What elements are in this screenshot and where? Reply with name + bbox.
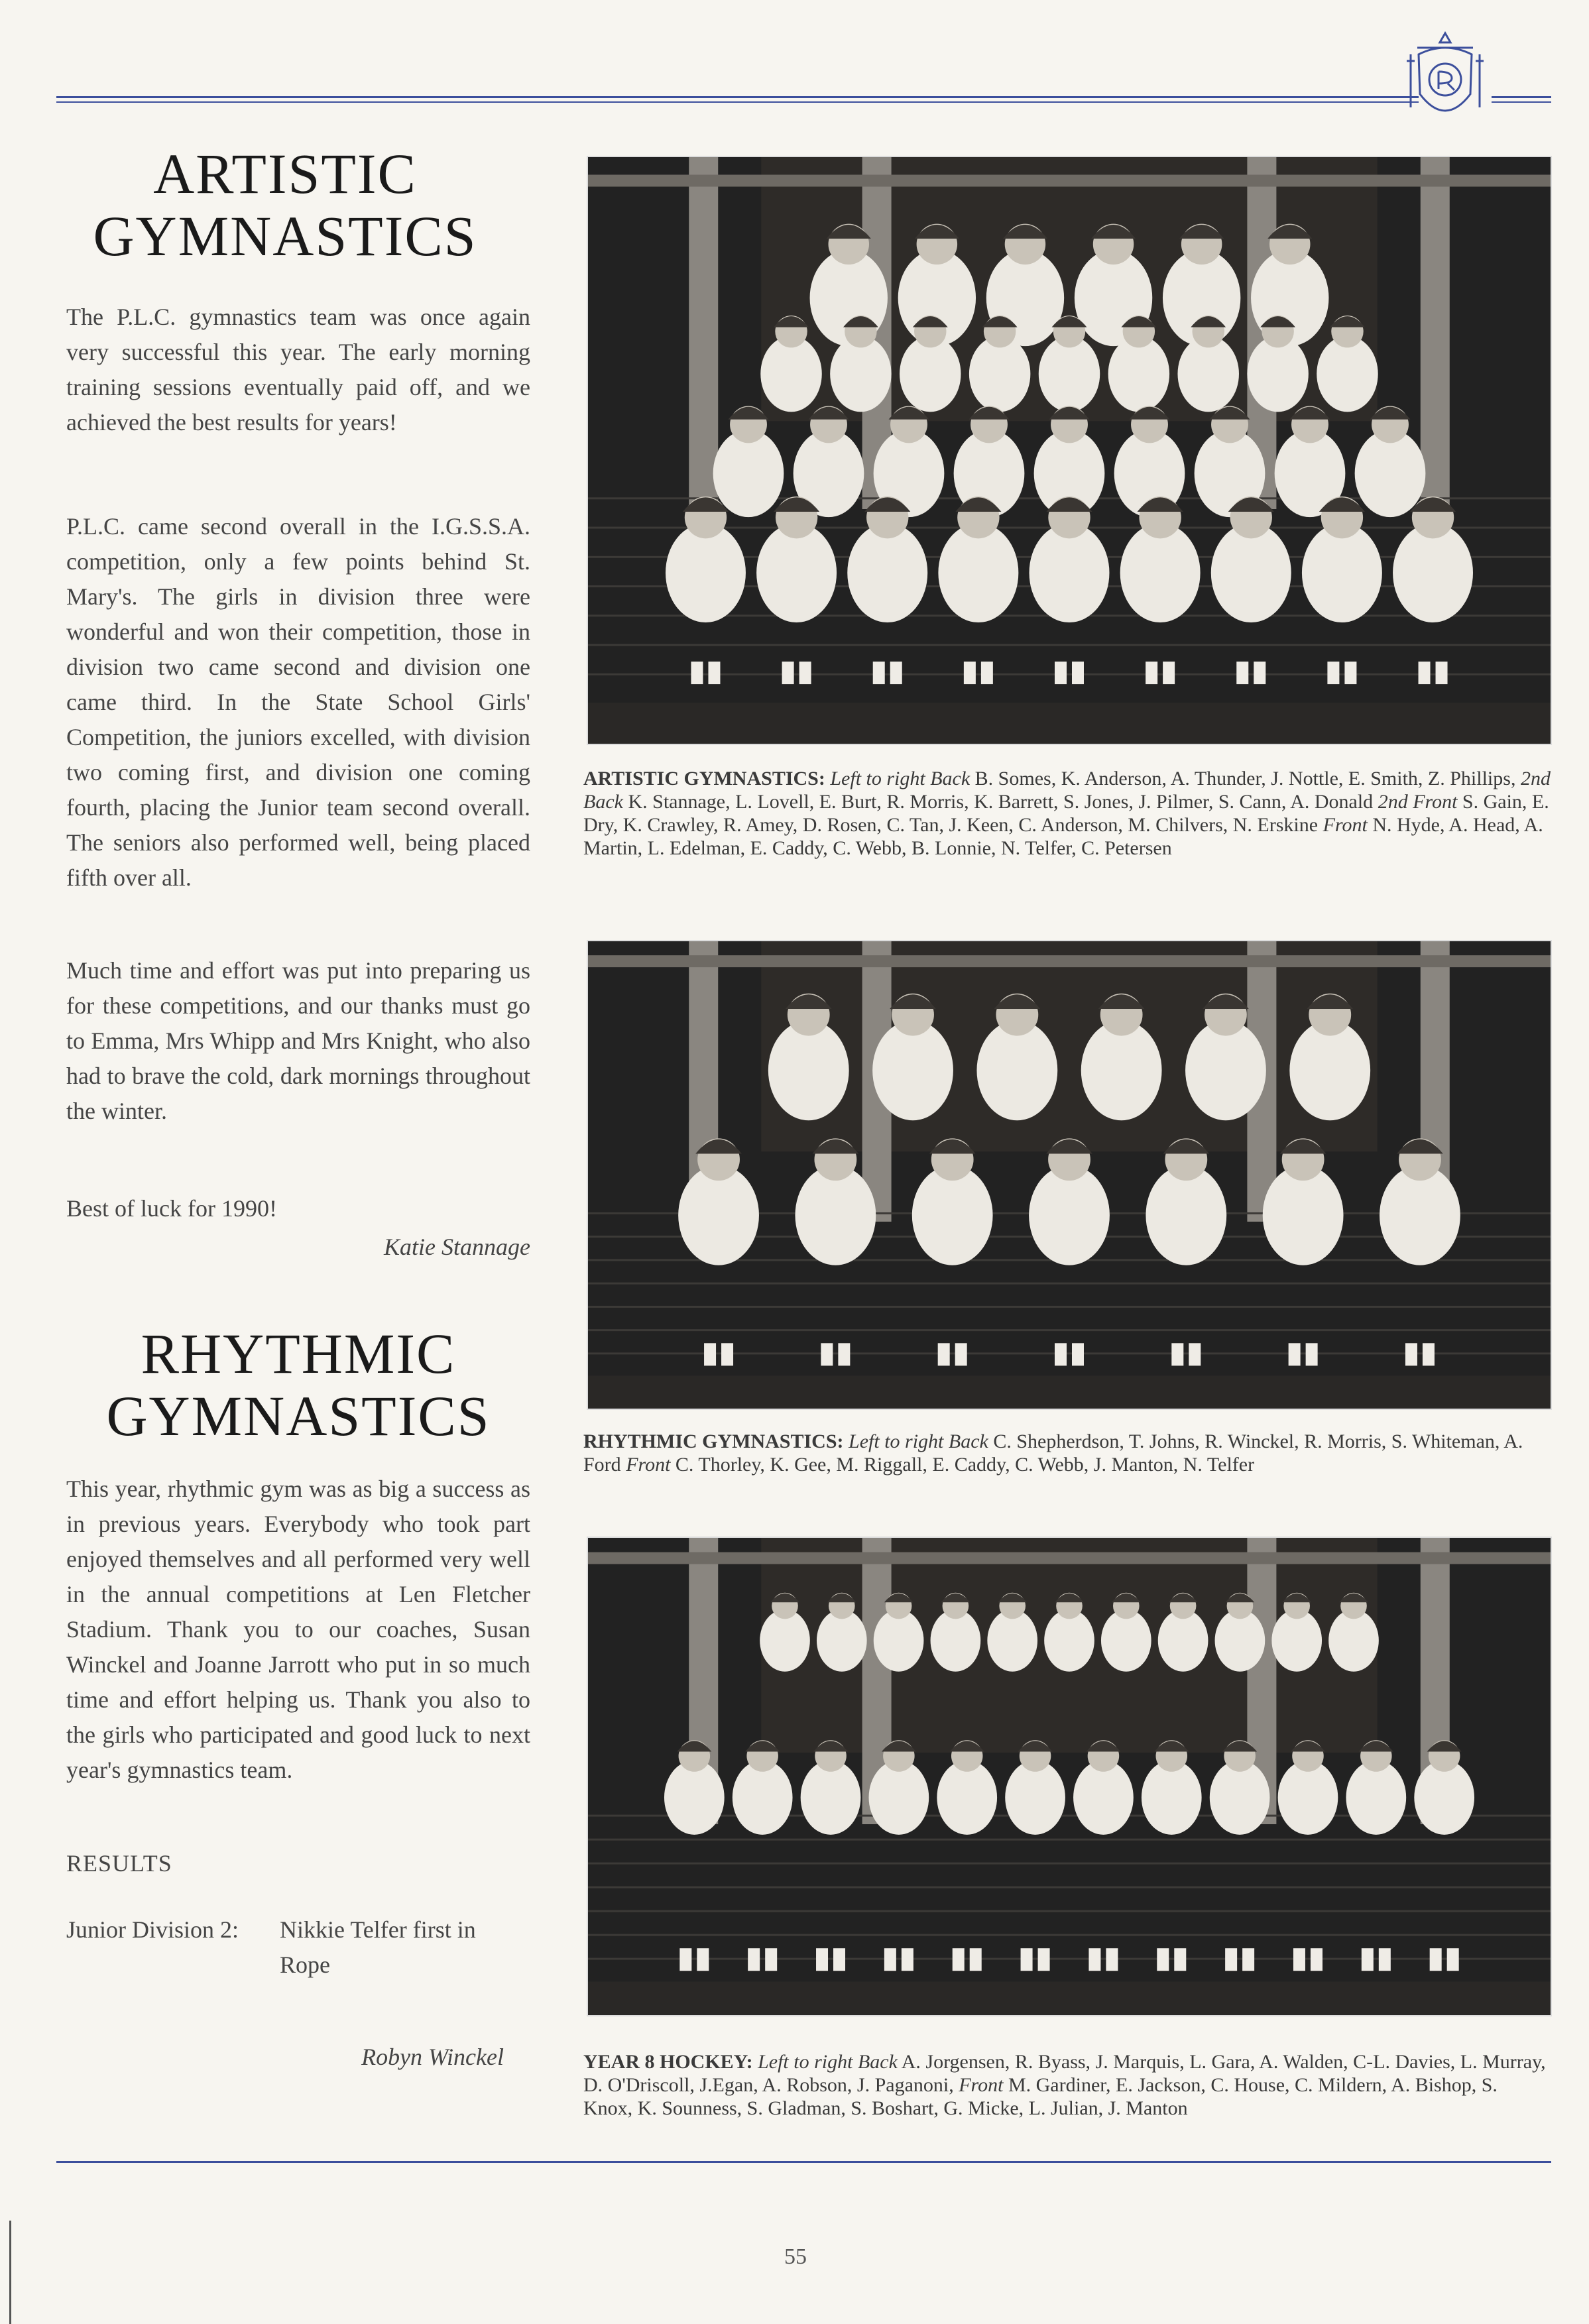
- top-rule-right: [1492, 96, 1551, 98]
- top-rule-secondary: [56, 101, 1419, 103]
- caption-names: A. Jorgensen, R. Byass, J. Marquis, L. Gara, A. Walden, C-L. Davies, L. Murray, D. O'Driscoll, J.Egan, A. Robson, J. Paganoni,: [583, 2051, 1546, 2096]
- results-heading: RESULTS: [66, 1850, 172, 1877]
- caption-names: C. Thorley, K. Gee, M. Riggall, E. Caddy, C. Webb, J. Manton, N. Telfer: [675, 1454, 1255, 1476]
- caption-row-label: 2nd Back: [583, 768, 1551, 813]
- caption-names: C. Shepherdson, T. Johns, R. Winckel, R. Morris, S. Whiteman, A. Ford: [583, 1430, 1523, 1476]
- artistic-paragraph-3: Much time and effort was put into preparing us for these competitions, and our thanks must go to Emma, Mrs Whipp and Mrs Knight, who also had to brave the cold, dark mornings throughout the winter.: [66, 957, 530, 1124]
- top-rule-right-secondary: [1492, 101, 1551, 103]
- artistic-gymnastics-title: ARTISTIC GYMNASTICS: [93, 142, 477, 268]
- caption-names: K. Stannage, L. Lovell, E. Burt, R. Morris, K. Barrett, S. Jones, J. Pilmer, S. Cann, A. Donald: [628, 791, 1374, 813]
- caption-row-label: Front: [959, 2074, 1004, 2096]
- caption-row-label: Left to right Back: [758, 2051, 898, 2073]
- caption-names: M. Gardiner, E. Jackson, C. House, C. Mildern, A. Bishop, S. Knox, K. Sounness, S. Gladman, S. Boshart, G. Micke, L. Julian, J. Manton: [583, 2074, 1498, 2119]
- caption-lead: YEAR 8 HOCKEY:: [583, 2051, 753, 2073]
- artistic-paragraph-4: Best of luck for 1990!: [66, 1195, 277, 1222]
- caption-names: S. Gain, E. Dry, K. Crawley, R. Amey, D. Rosen, C. Tan, J. Keen, C. Anderson, M. Chilvers, N. Erskine: [583, 791, 1549, 836]
- caption-names: N. Hyde, A. Head, A. Martin, L. Edelman, E. Caddy, C. Webb, B. Lonnie, N. Telfer, C. Petersen: [583, 814, 1543, 859]
- caption-row-label: Left to right Back: [830, 768, 971, 789]
- rhythmic-team-photo: [587, 940, 1552, 1410]
- rhythmic-photo-caption: [583, 1430, 1551, 1476]
- caption-row-label: Left to right Back: [849, 1430, 988, 1452]
- hockey-photo-caption: [583, 2050, 1551, 2120]
- hockey-team-photo: [587, 1537, 1552, 2016]
- rhythmic-gymnastics-title: RHYTHMIC GYMNASTICS: [106, 1322, 491, 1448]
- caption-row-label: Front: [1323, 814, 1368, 836]
- school-crest-icon: [1399, 28, 1492, 134]
- caption-names: B. Somes, K. Anderson, A. Thunder, J. Nottle, E. Smith, Z. Phillips,: [974, 768, 1516, 789]
- artistic-paragraph-1: The P.L.C. gymnastics team was once again very successful this year. The early morning training sessions eventually paid off, and we achieved the best results for years!: [66, 304, 530, 436]
- artistic-team-photo: [587, 156, 1552, 745]
- caption-row-label: 2nd Front: [1378, 791, 1458, 813]
- result-label: Junior Division 2:: [66, 1916, 239, 1943]
- top-rule: [56, 96, 1419, 98]
- caption-lead: RHYTHMIC GYMNASTICS:: [583, 1430, 844, 1452]
- scan-edge-mark: [9, 2221, 11, 2324]
- bottom-rule: [56, 2161, 1551, 2163]
- caption-row-label: Front: [626, 1454, 671, 1476]
- rhythmic-author: Robyn Winckel: [361, 2044, 504, 2070]
- page-number: 55: [784, 2244, 807, 2269]
- artistic-photo-caption: [583, 767, 1551, 860]
- caption-lead: ARTISTIC GYMNASTICS:: [583, 768, 825, 789]
- rhythmic-paragraph: This year, rhythmic gym was as big a success as in previous years. Everybody who took part enjoyed themselves and all performed very well in the annual competitions at Len Fletcher Stadium. Thank you to our coaches, Susan Winckel and Joanne Jarrott who put in so much time and effort helping us. Thank you also to the girls who participated and good luck to next year's gymnastics team.: [66, 1476, 530, 1783]
- artistic-paragraph-2: P.L.C. came second overall in the I.G.S.S.A. competition, only a few points behind St. Mary's. The girls in division three were wonderful and won their competition, those in division two came second and division one came third. In the State School Girls' Competition, the juniors excelled, with division two coming first, and division one coming fourth, placing the Junior team second overall. The seniors also performed well, being placed fifth over all.: [66, 513, 530, 891]
- result-value: Nikkie Telfer first in Rope: [280, 1916, 476, 1978]
- artistic-author: Katie Stannage: [384, 1234, 530, 1260]
